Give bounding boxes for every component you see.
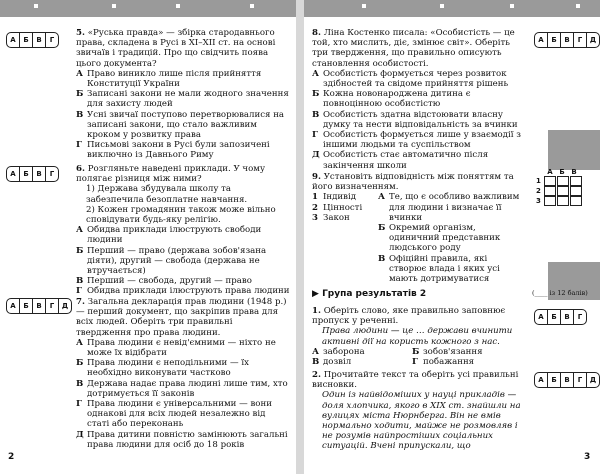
box-letter: Б [548,33,561,47]
option-text: Особистість формується лише у взаємодії з іншими людьми та суспільством [323,130,521,151]
box-letter: В [561,373,574,387]
definition-item [378,223,526,254]
option [76,379,290,399]
grid-row-label: 2 [536,187,541,195]
top-square [510,4,514,8]
top-square [362,4,366,8]
box-letter: В [561,310,574,324]
option-text: Обидва приклади ілюструють права людини [87,286,290,297]
example-item: 2) Кожен громадянин також може вільно сповідувати будь-яку релігію. [86,204,276,226]
option-text: зобов'язання [423,346,483,357]
top-square [34,4,38,8]
option-letter: Б [312,89,320,100]
grid-cell[interactable] [544,196,556,206]
score-field[interactable]: (____ із 12 балів) [532,289,588,297]
definition-letter: В [378,253,386,264]
box-letter: Г [49,170,55,178]
option [76,358,290,378]
box-letter: Д [61,302,69,310]
grid-cell[interactable] [557,176,569,186]
question-number: 5. [76,28,85,38]
option [76,110,290,141]
question-7 [76,297,290,450]
option [76,225,290,245]
question-text: «Руська правда» — збірка стародавнього права, складена в Русі в XI–XII ст. на основі звичаїв і традицій. Про що свідчить поява цього документа? [76,28,276,69]
question-number: 6. [76,164,85,174]
grid-cell[interactable] [557,196,569,206]
question-text: Загальна декларація прав людини (1948 р.) — перший документ, що закріпив права для всіх людей. Оберіть три правильні твердження про права людини. [76,297,287,338]
top-square [112,4,116,8]
option-text: побажання [423,357,475,368]
concept-number: 1 [312,192,318,203]
definition-letter: А [378,192,385,203]
option [76,69,290,89]
question-text: Розгляньте наведені приклади. У чому полягає різниця між ними? [76,164,266,185]
question-text: Ліна Костенко писала: «Особистість — це той, хто мислить, діє, змінює світ». Оберіть три твердження, що правильно описують становлення особистості. [312,28,515,69]
question-number: 2. [312,370,321,380]
answer-box-q5[interactable] [6,32,59,48]
concept-text: Цінності [323,202,363,213]
option-text: Особистість формується через розвиток здібностей та свідоме прийняття рішень [323,68,509,90]
option-text: Права людини є неподільними — їх необхідно виконувати частково [87,358,249,379]
group2-question-1 [312,306,526,367]
top-square [176,4,180,8]
grid-cell[interactable] [570,176,582,186]
option-text: Письмові закони в Русі були запозичені виключно із Давнього Риму [87,140,270,161]
box-letter: Г [574,373,587,387]
grid-header: Б [559,168,565,176]
option-letter: Б [76,89,84,100]
box-letter: А [7,167,20,181]
option-letter: Г [412,357,418,368]
group2-question-2 [312,370,526,452]
option-letter: В [76,109,84,120]
option [76,286,290,296]
concept-text: Закон [323,212,350,223]
option-text: Обидва приклади ілюструють свободи людини [87,225,262,246]
option-text: дозвіл [323,357,352,368]
option [312,110,526,130]
concept-item [312,192,378,202]
concept-text: Індивід [323,192,357,203]
definition-text: Окремий організм, одиничний представник людського роду [389,223,501,254]
question-number: 9. [312,172,321,182]
question-quote: Права людини — це … держави вчинити активні дії на користь кожного з нас. [322,326,513,347]
option [76,276,290,286]
option [76,140,290,160]
option [412,357,512,367]
matching-grid[interactable] [536,168,583,206]
box-letter: Д [589,36,597,44]
option-text: Записані закони не мали жодного значення для захисту людей [87,89,289,110]
question-8 [312,28,526,171]
example-item: 1) Держава збудувала школу та забезпечила безоплатне навчання. [86,184,248,205]
box-letter: Г [577,313,583,321]
option-letter: А [76,225,83,236]
grid-cell[interactable] [544,186,556,196]
group-heading: ▶ Група результатів 2 [312,289,427,299]
grid-cell[interactable] [544,176,556,186]
option-text: Право виникло лише після прийняття Конституції України [87,68,262,90]
option-text: Кожна новонароджена дитина є повноцінною особистістю [323,89,471,110]
box-letter: А [535,373,548,387]
box-letter: Б [20,167,33,181]
option-text: Держава надає права людині лише тим, хто дотримується її законів [87,378,288,399]
definition-item [378,254,526,285]
grid-header: В [571,168,577,176]
option-text: Права людини є невід'ємними — ніхто не може їх відібрати [87,337,276,359]
definition-text: Офіційні правила, які створює влада і яких усі мають дотримуватися [389,253,500,285]
question-9 [312,172,526,284]
box-letter: А [535,33,548,47]
box-letter: В [33,299,46,313]
answer-box-g2-q1[interactable] [534,309,587,325]
option-letter: Г [76,399,82,410]
box-letter: А [7,33,20,47]
question-text: Прочитайте текст та оберіть усі правильні висновки. [312,370,519,391]
option-letter: Г [76,140,82,151]
option-text: Перший — право (держава зобов'язана діяти), другий — свобода (держава не втручається) [87,245,267,277]
option-letter: В [76,276,84,287]
option-letter: А [76,337,83,348]
box-letter: Г [46,299,59,313]
option [76,399,290,430]
top-square [576,4,580,8]
option [76,89,290,109]
option [312,69,526,89]
question-text: Установіть відповідність між поняттям та його визначенням. [312,172,514,193]
option [76,338,290,358]
box-letter: Б [548,373,561,387]
grid-cell[interactable] [557,186,569,196]
question-text: Оберіть слово, яке правильно заповнює пропуск у реченні. [312,306,506,327]
question-number: 1. [312,306,321,316]
box-letter: В [561,33,574,47]
box-letter: Б [20,33,33,47]
option [412,347,512,357]
option-text: Права дитини повністю замінюють загальні права людини для осіб до 18 років [87,429,288,450]
grid-row-label: 3 [536,197,541,205]
concept-item [312,203,378,213]
option-text: Усні звичаї поступово перетворювалися на записані закони, що стало важливим кроком у розвитку права [87,109,285,141]
option-text: Права людини є універсальними — вони однакові для всіх людей незалежно від статі або переконань [87,399,272,430]
answer-box-q6[interactable] [6,166,59,182]
box-letter: Г [49,36,55,44]
option-letter: А [312,68,319,79]
option-letter: Д [312,150,320,161]
option-letter: В [312,109,320,120]
box-letter: Б [548,310,561,324]
option-text: заборона [323,346,365,357]
top-square [250,4,254,8]
grid-header: А [547,168,553,176]
option-letter: Б [76,358,84,369]
box-letter: В [33,167,46,181]
top-square [440,4,444,8]
group-title: Група результатів 2 [322,289,427,299]
option-letter: Б [76,245,84,256]
box-letter: А [7,299,20,313]
grid-cell[interactable] [570,186,582,196]
question-quote: Один із найвідоміших у науці прикладів — доля хлопчика, якого в XIX ст. знайшли на вулицях міста Нюрнберга. Він не вмів нормально ходити, майже не розмовляв і не розумів найпростіших соціальних ситуацій. Вчені припускали, що [322,390,521,452]
option-text: Перший — свобода, другий — право [87,276,252,287]
option-letter: А [76,68,83,79]
box-letter: А [535,310,548,324]
option-letter: В [76,378,84,389]
definition-letter: Б [378,223,386,234]
option-letter: Д [76,429,84,440]
option-letter: Б [412,346,420,357]
question-6 [76,164,290,297]
box-letter: Д [589,376,597,384]
page-number-right: 3 [584,452,591,462]
option-text: Особистість здатна відстоювати власну думку та нести відповідальність за вчинки [323,109,518,130]
box-letter: Г [574,33,587,47]
option [312,347,412,357]
option-letter: А [312,346,319,357]
box-letter: В [33,33,46,47]
definition-text: Те, що є особливо важливим для людини і визначає її вчинки [389,192,520,223]
box-letter: Б [20,299,33,313]
option-letter: В [312,357,320,368]
concept-number: 2 [312,202,318,213]
option [312,150,526,170]
grid-row-label: 1 [536,177,541,185]
option [312,89,526,109]
page-number-left: 2 [8,452,15,462]
option [312,357,412,367]
question-5 [76,28,290,161]
answer-box-g2-q2[interactable] [534,372,600,388]
definition-item [378,192,526,223]
option [76,430,290,450]
answer-box-q8[interactable] [534,32,600,48]
option-text: Особистість стає автоматично після закінчення школи [323,150,489,171]
option [312,130,526,150]
grid-cell[interactable] [570,196,582,206]
option [76,246,290,277]
question-number: 7. [76,297,85,307]
question-number: 8. [312,28,321,38]
option-letter: Г [76,286,82,297]
answer-box-q7[interactable] [6,298,72,314]
option-letter: Г [312,130,318,141]
concept-item [312,213,378,223]
concept-number: 3 [312,212,318,223]
page-spine [296,0,304,474]
side-bar [548,130,600,170]
